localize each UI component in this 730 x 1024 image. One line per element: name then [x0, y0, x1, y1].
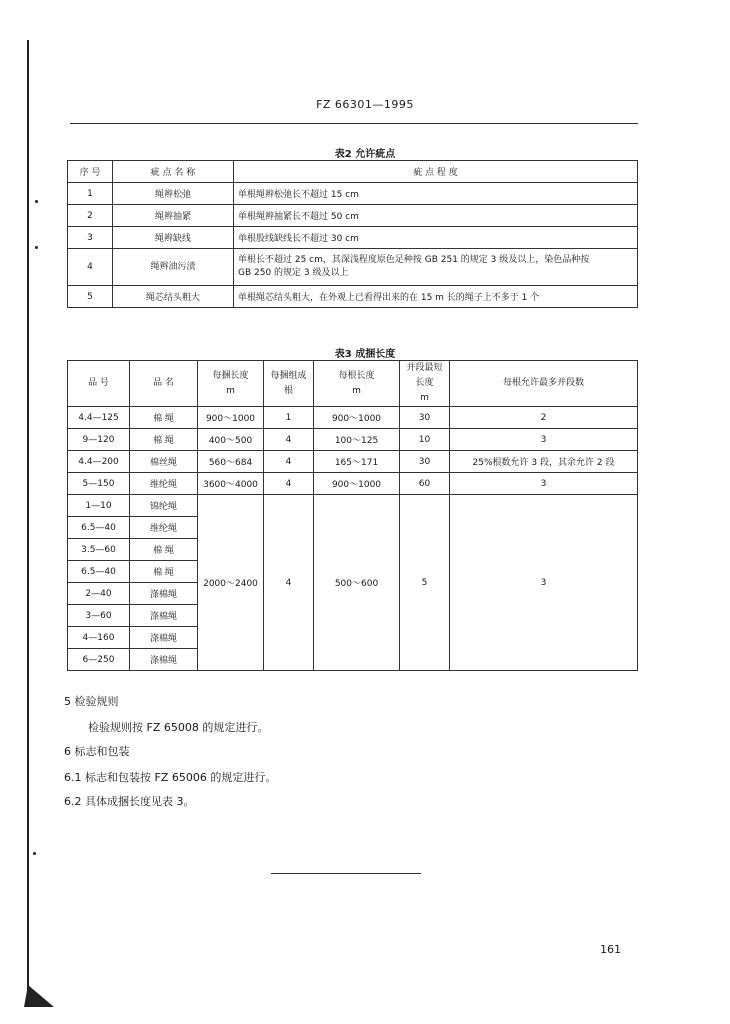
table-row	[68, 495, 638, 517]
col-header-item-name: 品 名	[130, 361, 198, 407]
cell-item-name: 维纶绳	[130, 517, 198, 539]
cell-item-name: 维纶绳	[130, 473, 198, 495]
cell-item-no: 4—160	[68, 627, 130, 649]
section-5-body: 检验规则按 FZ 65008 的规定进行。	[88, 721, 269, 734]
cell-ropes-per-bundle: 4	[264, 473, 314, 495]
section-6-2: 6.2 具体成捆长度见表 3。	[64, 795, 195, 808]
cell-item-name: 锦纶绳	[130, 495, 198, 517]
cell-item-name: 涤棉绳	[130, 605, 198, 627]
cell-item-name: 棉丝绳	[130, 451, 198, 473]
page-number: 161	[600, 943, 621, 956]
cell-bundle-length: 400～500	[198, 429, 264, 451]
cell-rope-length: 100～125	[314, 429, 400, 451]
col-header-bundle-length: 每捆长度 m	[198, 361, 264, 407]
cell-item-name: 涤棉绳	[130, 583, 198, 605]
table-bundle-length	[67, 360, 638, 671]
cell-item-name: 棉 绳	[130, 407, 198, 429]
col-header-index: 序 号	[68, 161, 113, 183]
col-header-defect-degree: 疵 点 程 度	[234, 161, 638, 183]
cell-rope-length: 500～600	[314, 495, 400, 671]
cell-bundle-length: 900～1000	[198, 407, 264, 429]
cell-ropes-per-bundle: 4	[264, 495, 314, 671]
col-header-ropes-per-bundle: 每捆组成 根	[264, 361, 314, 407]
table2-caption: 表2 允许疵点	[334, 149, 396, 160]
col-header-min-joint-length: 并段最短长度 m	[400, 361, 450, 407]
cell-rope-length: 165～171	[314, 451, 400, 473]
cell-item-name: 棉 绳	[130, 539, 198, 561]
cell-item-no: 1—10	[68, 495, 130, 517]
cell-rope-length: 900～1000	[314, 473, 400, 495]
table-row	[68, 286, 638, 308]
scan-speck	[33, 852, 36, 855]
table-row	[68, 473, 638, 495]
cell-item-no: 3.5—60	[68, 539, 130, 561]
cell-item-no: 4.4—125	[68, 407, 130, 429]
cell-item-name: 棉 绳	[130, 561, 198, 583]
cell-bundle-length: 2000～2400	[198, 495, 264, 671]
cell-item-no: 6.5—40	[68, 517, 130, 539]
table-row	[68, 227, 638, 249]
cell-index: 3	[68, 227, 113, 249]
cell-item-no: 2—40	[68, 583, 130, 605]
cell-bundle-length: 3600～4000	[198, 473, 264, 495]
cell-defect-name: 绳辫抽紧	[113, 205, 234, 227]
cell-max-joints: 3	[450, 495, 638, 671]
cell-rope-length: 900～1000	[314, 407, 400, 429]
cell-min-joint-length: 30	[400, 407, 450, 429]
cell-index: 4	[68, 249, 113, 286]
end-rule	[271, 873, 421, 874]
cell-defect-degree-line2: GB 250 的规定 3 级及以上	[238, 268, 349, 278]
cell-max-joints: 25%根数允许 3 段，其余允许 2 段	[450, 451, 638, 473]
table-row	[68, 429, 638, 451]
scan-binding-foot	[24, 985, 54, 1007]
table-row	[68, 205, 638, 227]
table3-caption: 表3 成捆长度	[334, 349, 396, 360]
cell-max-joints: 3	[450, 473, 638, 495]
cell-item-name: 棉 绳	[130, 429, 198, 451]
cell-item-no: 4.4—200	[68, 451, 130, 473]
cell-item-no: 6—250	[68, 649, 130, 671]
scan-speck	[35, 200, 38, 203]
section-6-1: 6.1 标志和包装按 FZ 65006 的规定进行。	[64, 771, 277, 784]
scan-binding-edge	[27, 40, 29, 1000]
table-header-row	[68, 361, 638, 407]
cell-defect-degree	[234, 249, 638, 286]
cell-defect-degree: 单根绳辫抽紧长不超过 50 cm	[234, 205, 638, 227]
cell-item-no: 9—120	[68, 429, 130, 451]
cell-index: 1	[68, 183, 113, 205]
cell-min-joint-length: 5	[400, 495, 450, 671]
table-header-row	[68, 161, 638, 183]
col-header-item-no: 品 号	[68, 361, 130, 407]
cell-item-name: 涤棉绳	[130, 627, 198, 649]
col-header-defect-name: 疵 点 名 称	[113, 161, 234, 183]
cell-bundle-length: 560～684	[198, 451, 264, 473]
cell-item-no: 3—60	[68, 605, 130, 627]
cell-item-name: 涤棉绳	[130, 649, 198, 671]
col-header-rope-length: 每根长度 m	[314, 361, 400, 407]
table-row	[68, 183, 638, 205]
cell-item-no: 6.5—40	[68, 561, 130, 583]
cell-max-joints: 2	[450, 407, 638, 429]
section-6-title: 6 标志和包装	[64, 745, 130, 758]
cell-item-no: 5—150	[68, 473, 130, 495]
cell-defect-degree: 单根绳芯结头粗大，在外观上已看得出来的在 15 m 长的绳子上不多于 1 个	[234, 286, 638, 308]
table-row	[68, 249, 638, 286]
standard-code-header: FZ 66301—1995	[316, 98, 414, 111]
cell-index: 2	[68, 205, 113, 227]
table-row	[68, 451, 638, 473]
table-allowed-defects	[67, 160, 638, 308]
cell-ropes-per-bundle: 1	[264, 407, 314, 429]
cell-defect-name: 绳辫松弛	[113, 183, 234, 205]
cell-index: 5	[68, 286, 113, 308]
cell-min-joint-length: 60	[400, 473, 450, 495]
cell-defect-name: 绳辫缺线	[113, 227, 234, 249]
cell-defect-degree-line1: 单根长不超过 25 cm，其深浅程度原色足种按 GB 251 的规定 3 级及以上，染色品种按	[238, 255, 590, 265]
cell-min-joint-length: 10	[400, 429, 450, 451]
header-rule	[70, 123, 638, 124]
scan-speck	[35, 246, 38, 249]
cell-ropes-per-bundle: 4	[264, 429, 314, 451]
cell-defect-degree: 单根股线缺线长不超过 30 cm	[234, 227, 638, 249]
cell-max-joints: 3	[450, 429, 638, 451]
cell-defect-degree: 单根绳辫松弛长不超过 15 cm	[234, 183, 638, 205]
cell-defect-name: 绳芯结头粗大	[113, 286, 234, 308]
table-row	[68, 407, 638, 429]
cell-min-joint-length: 30	[400, 451, 450, 473]
cell-defect-name: 绳辫油污渍	[113, 249, 234, 286]
section-5-title: 5 检验规则	[64, 695, 119, 708]
col-header-max-joints: 每根允许最多并段数	[450, 361, 638, 407]
cell-ropes-per-bundle: 4	[264, 451, 314, 473]
